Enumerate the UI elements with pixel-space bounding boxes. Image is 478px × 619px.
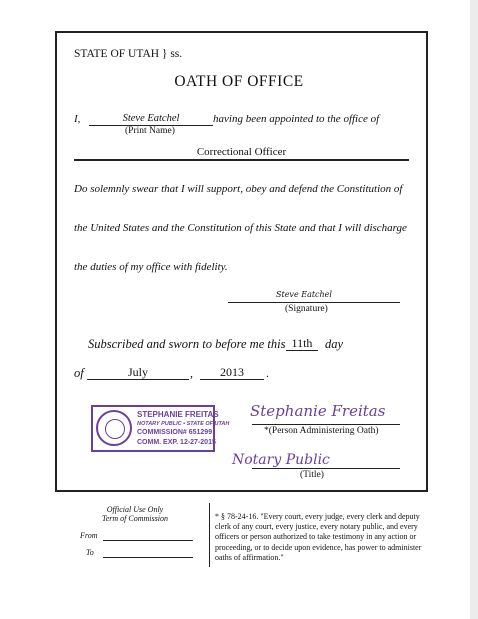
print-name-value: Steve Eatchel bbox=[122, 113, 180, 124]
to-label: To bbox=[86, 548, 94, 557]
seal-name: STEPHANIE FREITAS bbox=[137, 410, 219, 419]
oath-line-2: the United States and the Constitution of this State and that I will discharge bbox=[74, 222, 407, 234]
day-value: 11th bbox=[291, 336, 313, 350]
page-edge bbox=[470, 0, 478, 619]
title-caption: (Title) bbox=[300, 470, 324, 480]
print-name-caption: (Print Name) bbox=[125, 126, 175, 136]
year-value: 2013 bbox=[220, 365, 244, 379]
seal-commission: COMMISSION# 651299 bbox=[137, 429, 213, 436]
signature-caption: (Signature) bbox=[285, 304, 328, 314]
to-line bbox=[103, 557, 193, 558]
day-line bbox=[286, 350, 318, 351]
office-line bbox=[74, 159, 409, 161]
date-comma: , bbox=[190, 366, 193, 380]
oath-line-3: the duties of my office with fidelity. bbox=[74, 261, 228, 273]
i-label: I, bbox=[74, 113, 81, 125]
year-line bbox=[200, 379, 264, 380]
term-of-commission: Term of Commission bbox=[102, 514, 168, 523]
month-line bbox=[87, 379, 189, 380]
from-line bbox=[103, 540, 193, 541]
official-use-heading: Official Use Only bbox=[106, 505, 164, 514]
from-label: From bbox=[80, 531, 98, 540]
title-line bbox=[252, 468, 400, 469]
oath-line-1: Do solemnly swear that I will support, obey and defend the Constitution of bbox=[74, 183, 403, 195]
state-line: STATE OF UTAH } ss. bbox=[74, 48, 183, 60]
seal-title: NOTARY PUBLIC • STATE OF UTAH bbox=[137, 421, 230, 427]
month-value: July bbox=[127, 365, 148, 379]
officer-signature: Steve Eatchel bbox=[276, 290, 332, 299]
page-title: OATH OF OFFICE bbox=[174, 73, 304, 90]
notary-seal-stamp bbox=[91, 405, 230, 452]
date-period: . bbox=[266, 366, 269, 380]
administrator-signature: Stephanie Freitas bbox=[250, 402, 386, 420]
administrator-title-signature: Notary Public bbox=[232, 452, 330, 468]
sworn-text: Subscribed and sworn to before me this bbox=[88, 337, 286, 351]
of-label: of bbox=[74, 366, 84, 380]
appointed-text: having been appointed to the office of bbox=[213, 113, 380, 125]
administrator-line bbox=[252, 424, 400, 425]
administrator-caption: *(Person Administering Oath) bbox=[264, 426, 379, 436]
footnote-statute: * § 78-24-16. "Every court, every judge, every clerk and deputy clerk of any court, every justice, every notary public, and every officers or person authorized to take testimony in any action or proceeding, or to decide upon evidence, has power to administer oaths of affirmation." bbox=[215, 512, 422, 562]
day-suffix: day bbox=[325, 337, 344, 351]
seal-expiration: COMM. EXP. 12-27-2015 bbox=[137, 439, 216, 446]
office-value: Correctional Officer bbox=[196, 146, 287, 158]
official-use-divider bbox=[209, 503, 210, 567]
state-seal-emblem bbox=[96, 410, 132, 446]
signature-line bbox=[228, 302, 400, 303]
